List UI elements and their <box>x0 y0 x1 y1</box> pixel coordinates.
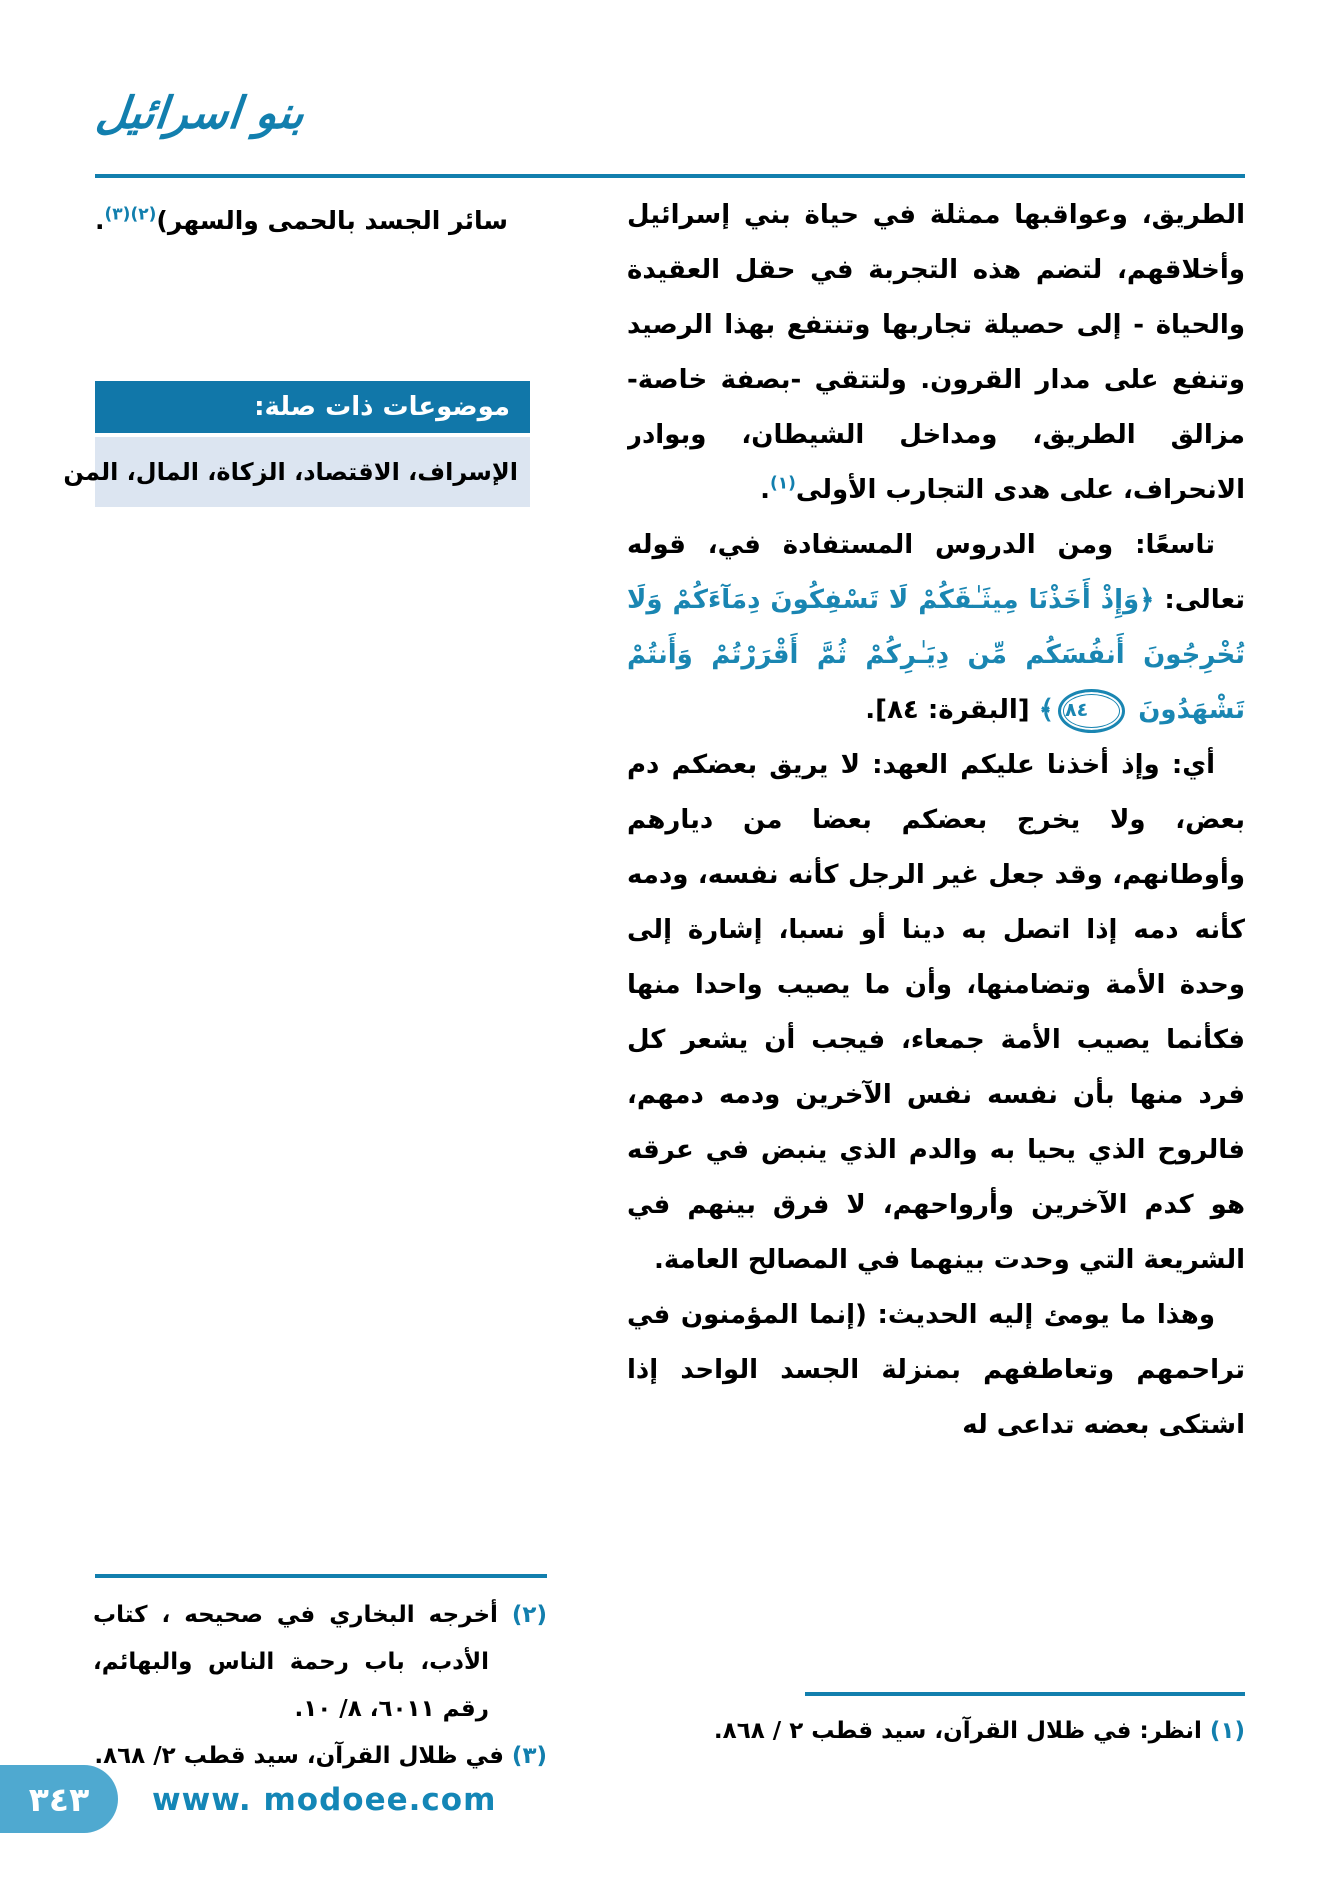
footnotes-left <box>93 1592 547 1780</box>
related-topics-list <box>63 437 530 507</box>
footnote-3-number: (٣) <box>511 1743 547 1769</box>
period: . <box>95 206 105 235</box>
footnote-1-number: (١) <box>1209 1718 1245 1744</box>
footnotes-right <box>627 1708 1245 1755</box>
period: . <box>760 475 770 505</box>
quran-open-bracket: ﴿ <box>1139 585 1155 615</box>
footnote-2-number: (٢) <box>511 1602 547 1628</box>
footnote-1-text: انظر: في ظلال القرآن، سيد قطب ٢ / ٨٦٨. <box>713 1718 1202 1744</box>
book-title-calligraphy: بنو اسرائيل <box>93 88 307 139</box>
footnote-separator-left <box>95 1574 547 1578</box>
footnote-3-text: في ظلال القرآن، سيد قطب ٢/ ٨٦٨. <box>94 1743 504 1769</box>
footnote-ref-1: (١) <box>769 473 796 494</box>
related-topics-items: الإسراف، الاقتصاد، الزكاة، المال، المن <box>63 458 518 486</box>
footnote-1 <box>627 1708 1245 1755</box>
paragraph-text: الطريق، وعواقبها ممثلة في حياة بني إسرائيل وأخلاقهم، لتضم هذه التجربة في حقل العقيدة والحياة - إلى حصيلة تجاربها وتنتفع بهذا الرصيد وتنفع على مدار القرون. ولتتقي -بصفة خاصة- مزالق الطريق، ومداخل الشيطان، وبوادر الانحراف، على هدى التجارب الأولى <box>627 200 1245 505</box>
quran-verse-text: وَإِذْ أَخَذْنَا مِيثَـٰقَكُمْ لَا تَسْفِكُونَ دِمَآءَكُمْ وَلَا تُخْرِجُونَ أَنفُسَكُم مِّن دِيَـٰرِكُمْ ثُمَّ أَقْرَرْتُمْ وَأَنتُمْ تَشْهَدُونَ <box>627 585 1245 725</box>
lesson-intro-text: تاسعًا: ومن الدروس المستفادة في، قوله تعالى: <box>627 530 1245 615</box>
footnote-2-text: أخرجه البخاري في صحيحه ، كتاب الأدب، باب رحمة الناس والبهائم، رقم ٦٠١١، ٨/ ١٠. <box>93 1602 498 1722</box>
paragraph-tafsir: أي: وإذ أخذنا عليكم العهد: لا يريق بعضكم دم بعض، ولا يخرج بعضكم بعضا من ديارهم وأوطانهم، وقد جعل غير الرجل كأنه نفسه، ودمه كأنه دمه إذا اتصل به دينا أو نسبا، إشارة إلى وحدة الأمة وتضامنها، وأن ما يصيب واحدا منها فكأنما يصيب الأمة جمعاء، فيجب أن يشعر كل فرد منها بأن نفسه نفس الآخرين ودمه دمهم، فالروح الذي يحيا به والدم الذي ينبض في عرقه هو كدم الآخرين وأرواحهم، لا فرق بينهم في الشريعة التي وحدت بينهما في المصالح العامة. <box>627 750 1245 1275</box>
page-number: ٣٤٣ <box>28 1779 90 1819</box>
footnote-3 <box>93 1733 547 1780</box>
related-topics-header <box>95 381 530 433</box>
footnote-ref-2: (٢) <box>130 204 157 225</box>
hadith-end-text: سائر الجسد بالحمى والسهر) <box>156 206 508 235</box>
hadith-continuation-text <box>95 196 530 246</box>
footnote-2 <box>93 1592 547 1733</box>
quran-close-bracket: ﴾ <box>1038 695 1054 725</box>
paragraph-continuation <box>627 188 1245 518</box>
ayah-number-medallion <box>1058 689 1125 733</box>
footnote-separator-right <box>805 1692 1245 1696</box>
paragraph-hadith: وهذا ما يومئ إليه الحديث: (إنما المؤمنون في تراحمهم وتعاطفهم بمنزلة الجسد الواحد إذا اشتكى بعضه تداعى له <box>627 1300 1245 1440</box>
paragraph-lesson-nine <box>627 518 1245 738</box>
main-text-column <box>627 188 1245 1684</box>
quran-reference: [البقرة: ٨٤]. <box>865 695 1039 725</box>
footnote-ref-3: (٣) <box>104 204 131 225</box>
ayah-number: ٨٤ <box>1064 699 1089 721</box>
related-topics-title: موضوعات ذات صلة: <box>254 392 510 422</box>
header-divider-rule <box>95 174 1245 178</box>
page-number-pill <box>0 1765 118 1833</box>
website-url: www. modoee.com <box>152 1782 497 1818</box>
